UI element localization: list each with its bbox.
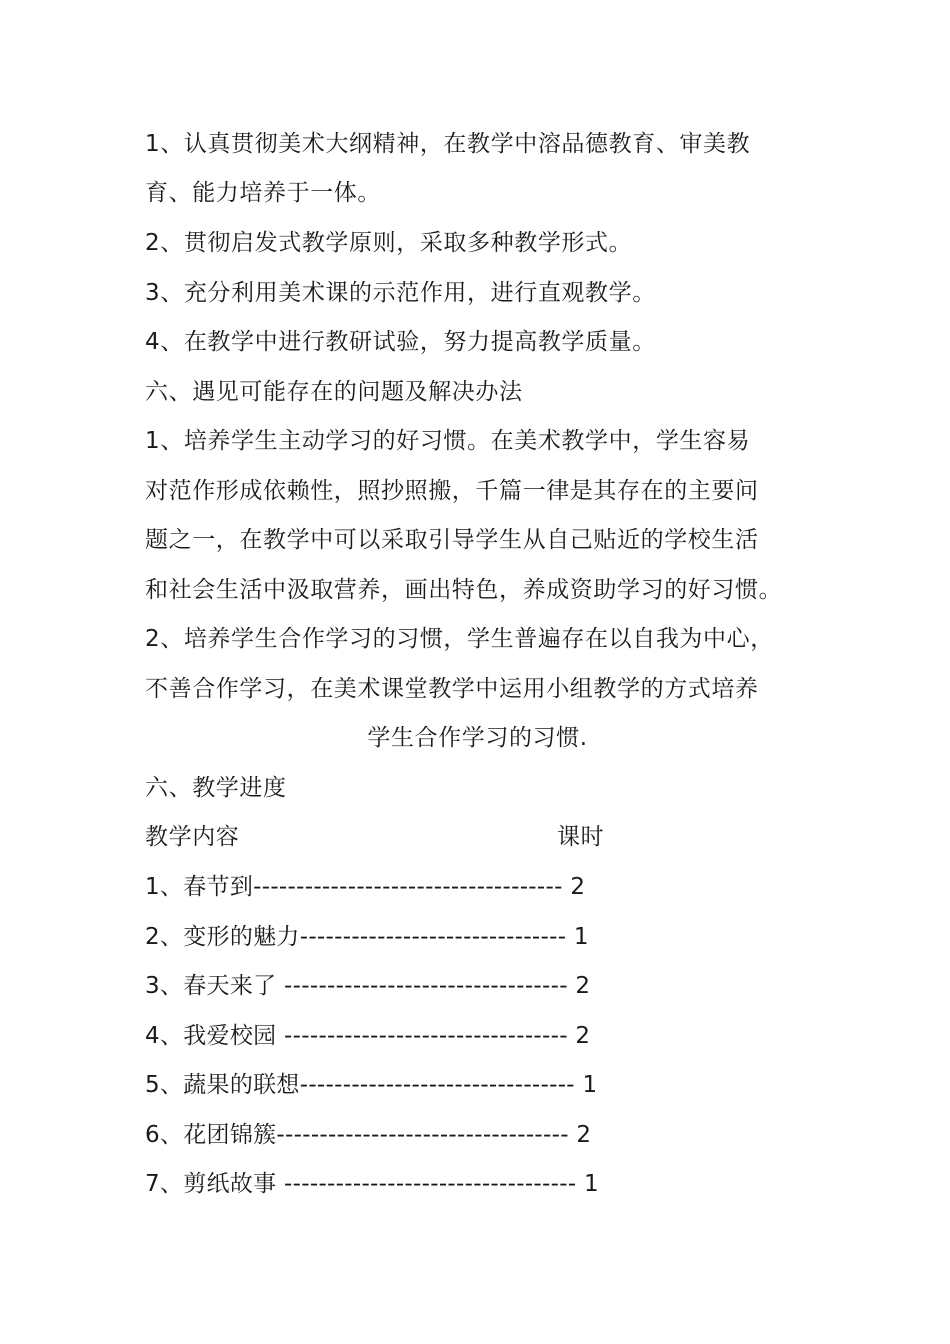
schedule-row: 5、蔬果的联想-------------------------------- 1 [145,1072,598,1098]
paragraph-line: 1、认真贯彻美术大纲精神，在教学中溶品德教育、审美教 [145,131,751,157]
schedule-row: 1、春节到------------------------------------ 2 [145,874,586,900]
schedule-row: 3、春天来了 --------------------------------- 2 [145,973,591,999]
schedule-row: 7、剪纸故事 ---------------------------------- 1 [145,1171,599,1197]
paragraph-line: 题之一，在教学中可以采取引导学生从自己贴近的学校生活 [145,527,759,553]
paragraph-line: 和社会生活中汲取营养，画出特色，养成资助学习的好习惯。 [145,577,783,603]
paragraph-line: 2、培养学生合作学习的习惯，学生普遍存在以自我为中心， [145,626,774,652]
schedule-row: 4、我爱校园 --------------------------------- 2 [145,1023,591,1049]
paragraph-line: 4、在教学中进行教研试验，努力提高教学质量。 [145,329,656,355]
schedule-row: 6、花团锦簇---------------------------------- 2 [145,1122,592,1148]
paragraph-line: 对范作形成依赖性，照抄照搬，千篇一律是其存在的主要问 [145,478,759,504]
paragraph-line: 3、充分利用美术课的示范作用，进行直观教学。 [145,280,656,306]
schedule-header-hours: 课时 [557,824,605,850]
paragraph-line: 学生合作学习的习惯. [367,725,588,751]
schedule-header-content: 教学内容 [145,824,240,850]
paragraph-line: 育、能力培养于一体。 [145,180,381,206]
paragraph-line: 2、贯彻启发式教学原则，采取多种教学形式。 [145,230,633,256]
schedule-row: 2、变形的魅力------------------------------- 1 [145,924,589,950]
section-heading: 六、遇见可能存在的问题及解决办法 [145,379,523,405]
paragraph-line: 1、培养学生主动学习的好习惯。在美术教学中，学生容易 [145,428,751,454]
section-heading: 六、教学进度 [145,775,287,801]
paragraph-line: 不善合作学习，在美术课堂教学中运用小组教学的方式培养 [145,676,759,702]
